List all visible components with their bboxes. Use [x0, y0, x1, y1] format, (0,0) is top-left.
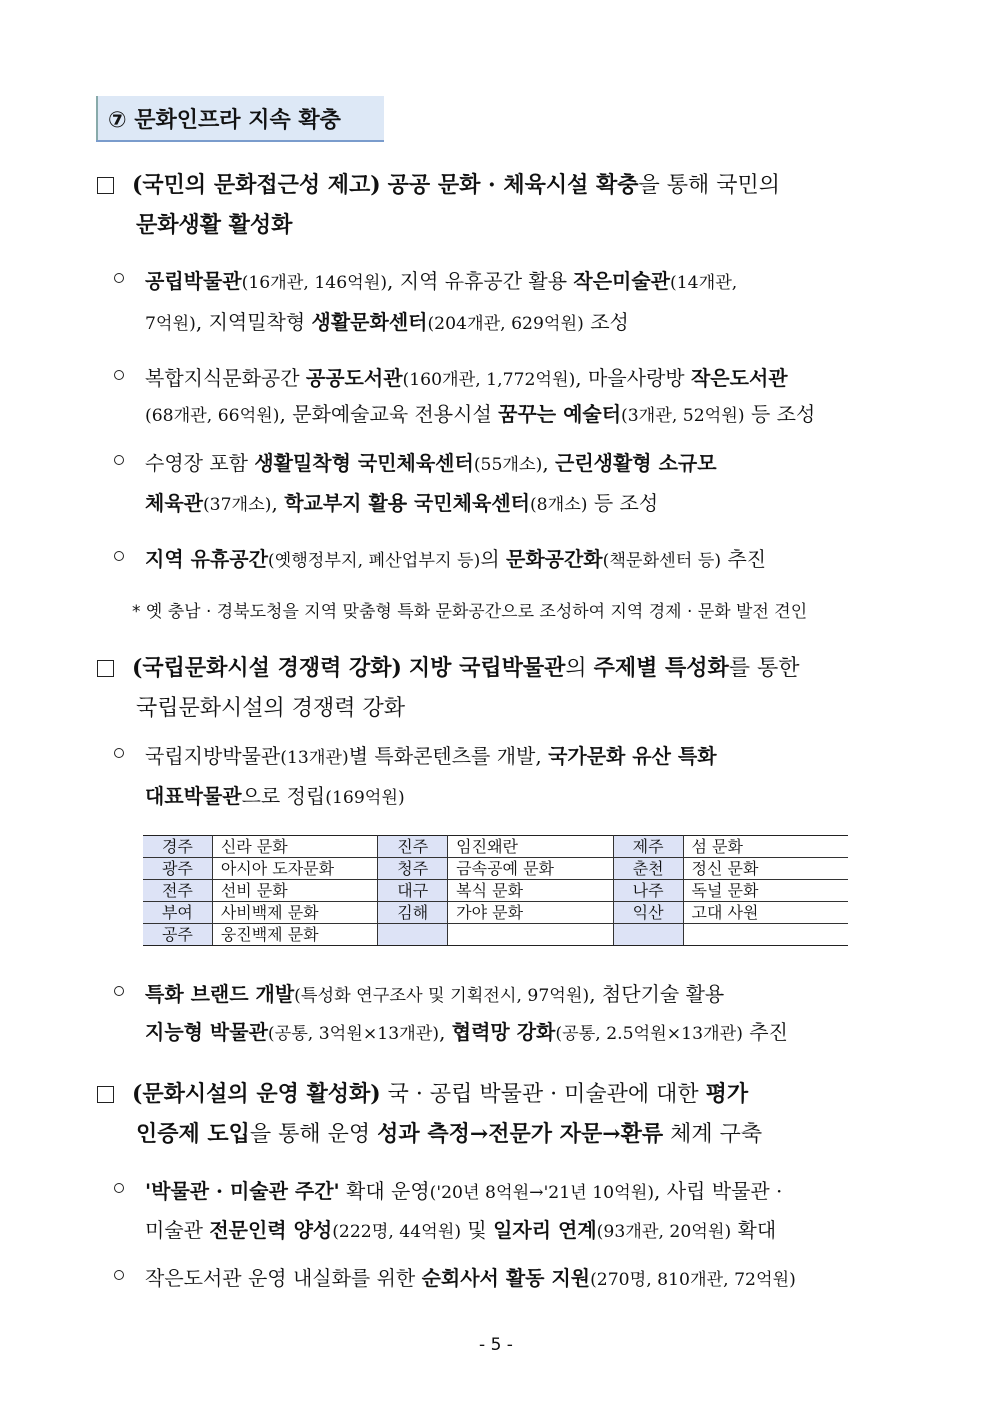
body-text: 의: [480, 547, 507, 571]
table-cell-city: 김해: [378, 902, 448, 924]
footnote: * 옛 충남 · 경북도청을 지역 맞춤형 특화 문화공간으로 조성하여 지역 경제 · 문화 발전 견인: [132, 602, 808, 622]
emphasis-text: 학교부지 활용 국민체육센터: [284, 491, 530, 515]
museum-specialization-table: [143, 835, 848, 946]
table-cell-city: 공주: [143, 924, 212, 946]
heading-text: (문화시설의 운영 활성화): [132, 1081, 381, 1107]
bullet-5-line-2: [145, 780, 405, 809]
emphasis-text: 문화공간화: [506, 547, 603, 571]
heading-text: (국립문화시설 경쟁력 강화): [132, 655, 402, 681]
body-text: , 첨단기술 활용: [589, 982, 725, 1006]
bullet-3-line-1: [145, 447, 717, 476]
table-cell-city: [613, 924, 683, 946]
emphasis-text: 생활밀착형 국민체육센터: [254, 451, 474, 475]
table-row: [143, 924, 848, 946]
detail-text: 7억원): [145, 314, 196, 334]
table-cell-theme: 복식 문화: [448, 880, 614, 902]
table-cell-city: 나주: [613, 880, 683, 902]
bullet-3-line-2: [145, 487, 658, 516]
checkbox-icon: [97, 177, 114, 194]
bullet-icon: [114, 1270, 124, 1280]
body-text: , 문화예술교육 전용시설: [279, 402, 499, 426]
emphasis-text: 공공 문화 · 체육시설 확충: [387, 172, 639, 198]
detail-text: (55개소): [473, 455, 543, 475]
bullet-2-line-2: [145, 398, 815, 427]
table-row: [143, 880, 848, 902]
body-text: 의: [565, 656, 594, 681]
bullet-7-line-2: [145, 1214, 776, 1243]
table-cell-theme: 정신 문화: [683, 858, 848, 880]
table-row: [143, 902, 848, 924]
detail-text: (특성화 연구조사 및 기획전시, 97억원): [294, 986, 590, 1006]
emphasis-text: 일자리 연계: [493, 1218, 597, 1242]
emphasis-text: 지능형 박물관: [145, 1020, 268, 1044]
body-text: 복합지식문화공간: [145, 366, 306, 390]
table-cell-city: 전주: [143, 880, 212, 902]
emphasis-text: 순회사서 활동 지원: [421, 1266, 591, 1290]
table-cell-city: [378, 924, 448, 946]
body-text: 추진: [721, 547, 767, 571]
table-cell-theme: [683, 924, 848, 946]
paragraph-1-line-1: [132, 168, 780, 199]
body-text: 미술관: [145, 1218, 210, 1242]
body-text: ,: [542, 451, 556, 475]
emphasis-text: 작은도서관: [690, 366, 788, 390]
emphasis-text: 생활문화센터: [311, 310, 428, 334]
body-text: 별 특화콘텐츠를 개발,: [348, 744, 549, 768]
body-text: 작은도서관 운영 내실화를 위한: [145, 1266, 422, 1290]
bullet-6-line-2: [145, 1016, 788, 1045]
emphasis-text: 성과 측정→전문가 자문→환류: [377, 1121, 664, 1147]
table-cell-city: 춘천: [613, 858, 683, 880]
detail-text: (270명, 810개관, 72억원): [590, 1270, 796, 1290]
table-cell-city: 부여: [143, 902, 212, 924]
paragraph-1-line-2: [136, 208, 292, 239]
table-cell-theme: 신라 문화: [212, 836, 378, 858]
bullet-5-line-1: [145, 740, 717, 769]
body-text: 등 조성: [587, 491, 659, 515]
table-cell-theme: 선비 문화: [212, 880, 378, 902]
table-cell-city: 익산: [613, 902, 683, 924]
emphasis-text: 평가: [705, 1081, 749, 1107]
bullet-icon: [114, 370, 124, 380]
table-cell-theme: 가야 문화: [448, 902, 614, 924]
table-cell-theme: [448, 924, 614, 946]
checkbox-icon: [97, 1086, 114, 1103]
table-cell-theme: 임진왜란: [448, 836, 614, 858]
emphasis-text: 문화생활 활성화: [136, 212, 293, 238]
body-text: ,: [439, 1020, 452, 1044]
emphasis-text: 대표박물관: [145, 784, 242, 808]
table-row: [143, 858, 848, 880]
emphasis-text: 주제별 특성화: [593, 655, 729, 681]
body-text: , 지역 유휴공간 활용: [387, 269, 574, 293]
body-text: 조성: [583, 310, 629, 334]
paragraph-3-line-1: [132, 1077, 748, 1108]
section-title: ⑦ 문화인프라 지속 확충: [108, 108, 341, 133]
table-cell-theme: 고대 사원: [683, 902, 848, 924]
body-text: 국 · 공립 박물관 · 미술관에 대한: [380, 1082, 706, 1107]
title-underline: [96, 140, 384, 142]
detail-text: (160개관, 1,772억원): [402, 370, 576, 390]
table-cell-city: 제주: [613, 836, 683, 858]
emphasis-text: '박물관 · 미술관 주간': [145, 1179, 340, 1203]
bullet-icon: [114, 551, 124, 561]
emphasis-text: 공공도서관: [305, 366, 403, 390]
emphasis-text: 국가문화 유산 특화: [548, 744, 717, 768]
bullet-icon: [114, 748, 124, 758]
bullet-icon: [114, 455, 124, 465]
bullet-1-line-1: [145, 265, 737, 294]
table-cell-city: 대구: [378, 880, 448, 902]
detail-text: (공통, 3억원×13개관): [267, 1024, 440, 1044]
table-row: [143, 836, 848, 858]
body-text: 확대 운영: [339, 1179, 430, 1203]
table-cell-theme: 섬 문화: [683, 836, 848, 858]
bullet-2-line-1: [145, 362, 788, 391]
detail-text: (책문화센터 등): [602, 551, 722, 571]
body-text: 를 통한: [728, 656, 800, 681]
page-number: - 5 -: [479, 1335, 513, 1355]
emphasis-text: 공립박물관: [145, 269, 242, 293]
body-text: 확대: [731, 1218, 777, 1242]
emphasis-text: 꿈꾸는 예술터: [498, 402, 622, 426]
detail-text: (68개관, 66억원): [145, 406, 280, 426]
detail-text: (공통, 2.5억원×13개관): [555, 1024, 743, 1044]
body-text: 수영장 포함: [145, 451, 255, 475]
body-text: 국립지방박물관: [145, 744, 281, 768]
section-title-box: [96, 96, 384, 140]
table-cell-theme: 금속공예 문화: [448, 858, 614, 880]
bullet-6-line-1: [145, 978, 724, 1007]
detail-text: (169억원): [325, 788, 405, 808]
checkbox-icon: [97, 660, 114, 677]
body-text: 을 통해 운영: [249, 1122, 378, 1147]
paragraph-2-line-2: 국립문화시설의 경쟁력 강화: [136, 696, 406, 721]
bullet-1-line-2: [145, 306, 629, 335]
body-text: , 사립 박물관 ·: [654, 1179, 783, 1203]
paragraph-2-line-1: [132, 651, 800, 682]
bullet-8-line-1: [145, 1262, 796, 1291]
emphasis-text: 체육관: [145, 491, 203, 515]
detail-text: (93개관, 20억원): [596, 1222, 732, 1242]
bullet-4-line-1: [145, 543, 766, 572]
detail-text: (16개관, 146억원): [241, 273, 388, 293]
bullet-7-line-1: [145, 1175, 782, 1204]
detail-text: (옛행정부지, 폐산업부지 등): [267, 551, 481, 571]
body-text: 을 통해 국민의: [638, 173, 780, 198]
body-text: 및: [461, 1218, 494, 1242]
table-cell-city: 경주: [143, 836, 212, 858]
emphasis-text: 전문인력 양성: [209, 1218, 333, 1242]
emphasis-text: 지역 유휴공간: [145, 547, 268, 571]
table-cell-theme: 웅진백제 문화: [212, 924, 378, 946]
table-cell-city: 광주: [143, 858, 212, 880]
body-text: , 마을사랑방: [575, 366, 691, 390]
body-text: 으로 정립: [241, 784, 326, 808]
detail-text: (222명, 44억원): [332, 1222, 462, 1242]
detail-text: ('20년 8억원→'21년 10억원): [429, 1183, 655, 1203]
detail-text: (13개관): [280, 748, 349, 768]
detail-text: (204개관, 629억원): [427, 314, 584, 334]
emphasis-text: 특화 브랜드 개발: [145, 982, 295, 1006]
body-text: ,: [271, 491, 285, 515]
emphasis-text: 작은미술관: [573, 269, 671, 293]
table-cell-theme: 사비백제 문화: [212, 902, 378, 924]
detail-text: (3개관, 52억원): [621, 406, 745, 426]
body-text: , 지역밀착형: [195, 310, 312, 334]
detail-text: (37개소): [202, 495, 272, 515]
emphasis-text: 근린생활형 소규모: [555, 451, 717, 475]
table-cell-city: 청주: [378, 858, 448, 880]
detail-text: (14개관,: [670, 273, 738, 293]
emphasis-text: 지방 국립박물관: [408, 655, 566, 681]
table-cell-theme: 독널 문화: [683, 880, 848, 902]
body-text: 등 조성: [744, 402, 816, 426]
table-cell-city: 진주: [378, 836, 448, 858]
body-text: 추진: [742, 1020, 788, 1044]
table-cell-theme: 아시아 도자문화: [212, 858, 378, 880]
bullet-icon: [114, 1183, 124, 1193]
detail-text: (8개소): [529, 495, 588, 515]
bullet-icon: [114, 273, 124, 283]
heading-text: (국민의 문화접근성 제고): [132, 172, 381, 198]
emphasis-text: 협력망 강화: [451, 1020, 556, 1044]
paragraph-3-line-2: [136, 1117, 762, 1148]
bullet-icon: [114, 986, 124, 996]
body-text: 체계 구축: [663, 1122, 763, 1147]
emphasis-text: 인증제 도입: [136, 1121, 250, 1147]
